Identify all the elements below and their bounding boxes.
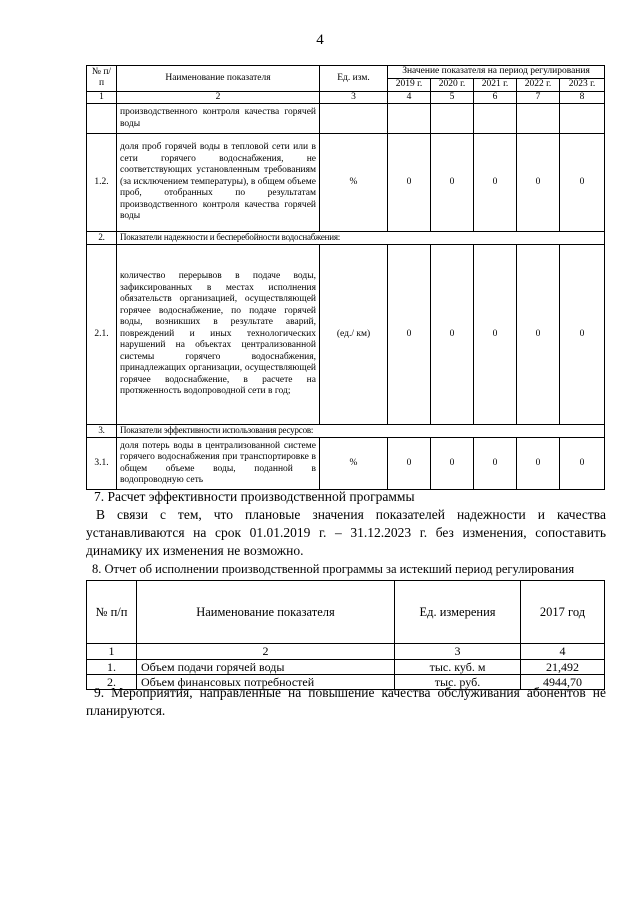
- header-year: 2020 г.: [431, 78, 474, 91]
- row-num: 1.: [87, 660, 137, 675]
- indicator-unit: %: [320, 438, 388, 490]
- col-number: 1: [87, 91, 117, 104]
- col-number: 4: [388, 91, 431, 104]
- col-number: 2: [117, 91, 320, 104]
- indicator-value: 0: [560, 245, 605, 425]
- indicator-value: 0: [388, 245, 431, 425]
- col-number: 8: [560, 91, 605, 104]
- indicator-value: 0: [431, 438, 474, 490]
- indicator-value: 0: [388, 134, 431, 232]
- header-value-group: Значение показателя на период регулирования: [388, 66, 605, 79]
- indicator-name: количество перерывов в подаче воды, зафиксированных в местах исполнения обязательств организацией, осуществляющей горячее водоснабжение, по подаче горячей воды, возникших в результате аварий, повреждений и иных технологических нарушений на объектах централизованной системы горячего водоснабжения, принадлежащих организации, осуществляющей горячее водоснабжение, в расчете на протяженность водопроводной сети в год;: [117, 245, 320, 425]
- col-number: 4: [521, 644, 605, 660]
- col-number: 5: [431, 91, 474, 104]
- header-year: 2022 г.: [517, 78, 560, 91]
- col-number: 6: [474, 91, 517, 104]
- col-number: 2: [137, 644, 395, 660]
- header-year: 2019 г.: [388, 78, 431, 91]
- section7-text: В связи с тем, что плановые значения показателей надежности и качества устанавливаются на срок 01.01.2019 г. – 31.12.2023 г. без изменения, сопоставить динамику их изменения не возможно.: [86, 507, 606, 558]
- indicators-table: [86, 65, 605, 490]
- col-number: 3: [320, 91, 388, 104]
- indicator-value: 0: [560, 134, 605, 232]
- indicator-unit: %: [320, 134, 388, 232]
- header-year: 2021 г.: [474, 78, 517, 91]
- header-name: Наименование показателя: [117, 66, 320, 92]
- continuation-text: производственного контроля качества горячей воды: [117, 104, 320, 134]
- indicator-value: 0: [388, 438, 431, 490]
- col-number: 7: [517, 91, 560, 104]
- indicator-value: 0: [474, 438, 517, 490]
- indicator-unit: тыс. руб.: [395, 675, 521, 690]
- row-num: 1.2.: [87, 134, 117, 232]
- report-table: [86, 580, 605, 690]
- indicator-name: Объем подачи горячей воды: [137, 660, 395, 675]
- header-name: Наименование показателя: [137, 581, 395, 644]
- header-num: № п/п: [87, 66, 117, 92]
- indicator-value: 0: [474, 134, 517, 232]
- indicator-value: 21,492: [521, 660, 605, 675]
- section-num: 3.: [87, 425, 117, 438]
- col-number: 1: [87, 644, 137, 660]
- row-num: 2.1.: [87, 245, 117, 425]
- col-number: 3: [395, 644, 521, 660]
- section7-heading: 7. Расчет эффективности производственной программы: [94, 489, 415, 504]
- header-unit: Ед. изм.: [320, 66, 388, 92]
- row-num: 3.1.: [87, 438, 117, 490]
- header-year: 2023 г.: [560, 78, 605, 91]
- section-num: 2.: [87, 232, 117, 245]
- header-unit: Ед. измерения: [395, 581, 521, 644]
- indicator-name: доля потерь воды в централизованной системе горячего водоснабжения при транспортировке в общем объеме воды, поданной в водопроводную сеть: [117, 438, 320, 490]
- indicator-value: 0: [517, 134, 560, 232]
- row-num: 2.: [87, 675, 137, 690]
- indicator-value: 4944,70: [521, 675, 605, 690]
- section-title: Показатели надежности и бесперебойности водоснабжения:: [117, 232, 605, 245]
- indicator-name: доля проб горячей воды в тепловой сети или в сети горячего водоснабжения, не соответствующих установленным требованиям (за исключением температуры), в общем объеме проб, отобранных по результатам производственного контроля качества горячей воды: [117, 134, 320, 232]
- indicator-value: 0: [560, 438, 605, 490]
- section-title: Показатели эффективности использования ресурсов:: [117, 425, 605, 438]
- header-year: 2017 год: [521, 581, 605, 644]
- indicator-value: 0: [517, 245, 560, 425]
- indicator-value: 0: [431, 245, 474, 425]
- indicator-value: 0: [517, 438, 560, 490]
- indicator-unit: (ед./ км): [320, 245, 388, 425]
- indicator-value: 0: [431, 134, 474, 232]
- page-number: 4: [316, 32, 324, 48]
- section9-text: 9. Мероприятия, направленные на повышение качества обслуживания абонентов не планируются.: [86, 685, 606, 718]
- indicator-unit: тыс. куб. м: [395, 660, 521, 675]
- indicator-name: Объем финансовых потребностей: [137, 675, 395, 690]
- indicator-value: 0: [474, 245, 517, 425]
- section8-heading: 8. Отчет об исполнении производственной программы за истекший период регулирования: [92, 562, 575, 576]
- header-num: № п/п: [87, 581, 137, 644]
